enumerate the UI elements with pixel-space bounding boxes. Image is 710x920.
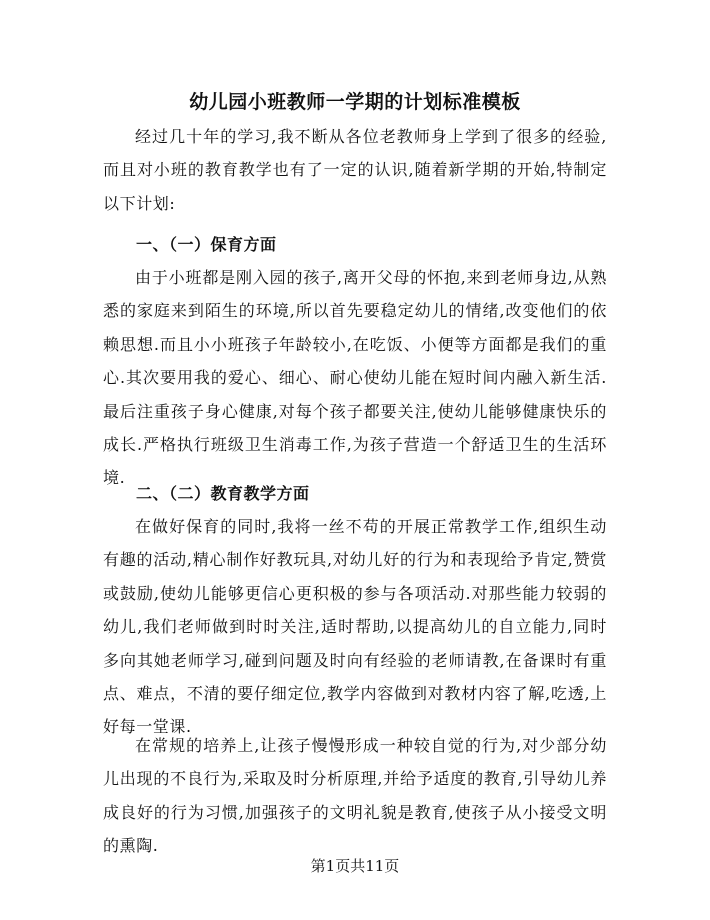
document-title: 幼儿园小班教师一学期的计划标准模板 [189,91,521,113]
section-heading-care: 一、（一）保育方面 [136,235,277,254]
section-heading-teaching: 二、（二）教育教学方面 [136,484,310,503]
care-paragraph: 由于小班都是刚入园的孩子,离开父母的怀抱,来到老师身边,从熟悉的家庭来到陌生的环境,所以首先要稳定幼儿的情绪,改变他们的依赖思想.而且小小班孩子年龄较小,在吃饭、小便等方面都是我们的重心.其次要用我的爱心、细心、耐心使幼儿能在短时间内融入新生活.最后注重孩子身心健康,对每个孩子都要关注,使幼儿能够健康快乐的成长.严格执行班级卫生消毒工作,为孩子营造一个舒适卫生的生活环境. [103,268,607,488]
page-footer: 第1页共11页 [310,857,400,875]
intro-paragraph: 经过几十年的学习,我不断从各位老教师身上学到了很多的经验,而且对小班的教育教学也有了一定的认识,随着新学期的开始,特制定以下计划: [103,127,607,213]
teaching-paragraph: 在做好保育的同时,我将一丝不苟的开展正常教学工作,组织生动有趣的活动,精心制作好教玩具,对幼儿好的行为和表现给予肯定,赞赏或鼓励,使幼儿能够更信心更积极的参与各项活动.对那些能力较弱的幼儿,我们老师做到时时关注,适时帮助,以提高幼儿的自立能力,同时多向其她老师学习,碰到问题及时向有经验的老师请教,在备课时有重点、难点，不清的要仔细定位,教学内容做到对教材内容了解,吃透,上好每一堂课. [103,517,607,737]
habits-paragraph: 在常规的培养上,让孩子慢慢形成一种较自觉的行为,对少部分幼儿出现的不良行为,采取及时分析原理,并给予适度的教育,引导幼儿养成良好的行为习惯,加强孩子的文明礼貌是教育,使孩子从小接受文明的熏陶. [103,736,607,856]
